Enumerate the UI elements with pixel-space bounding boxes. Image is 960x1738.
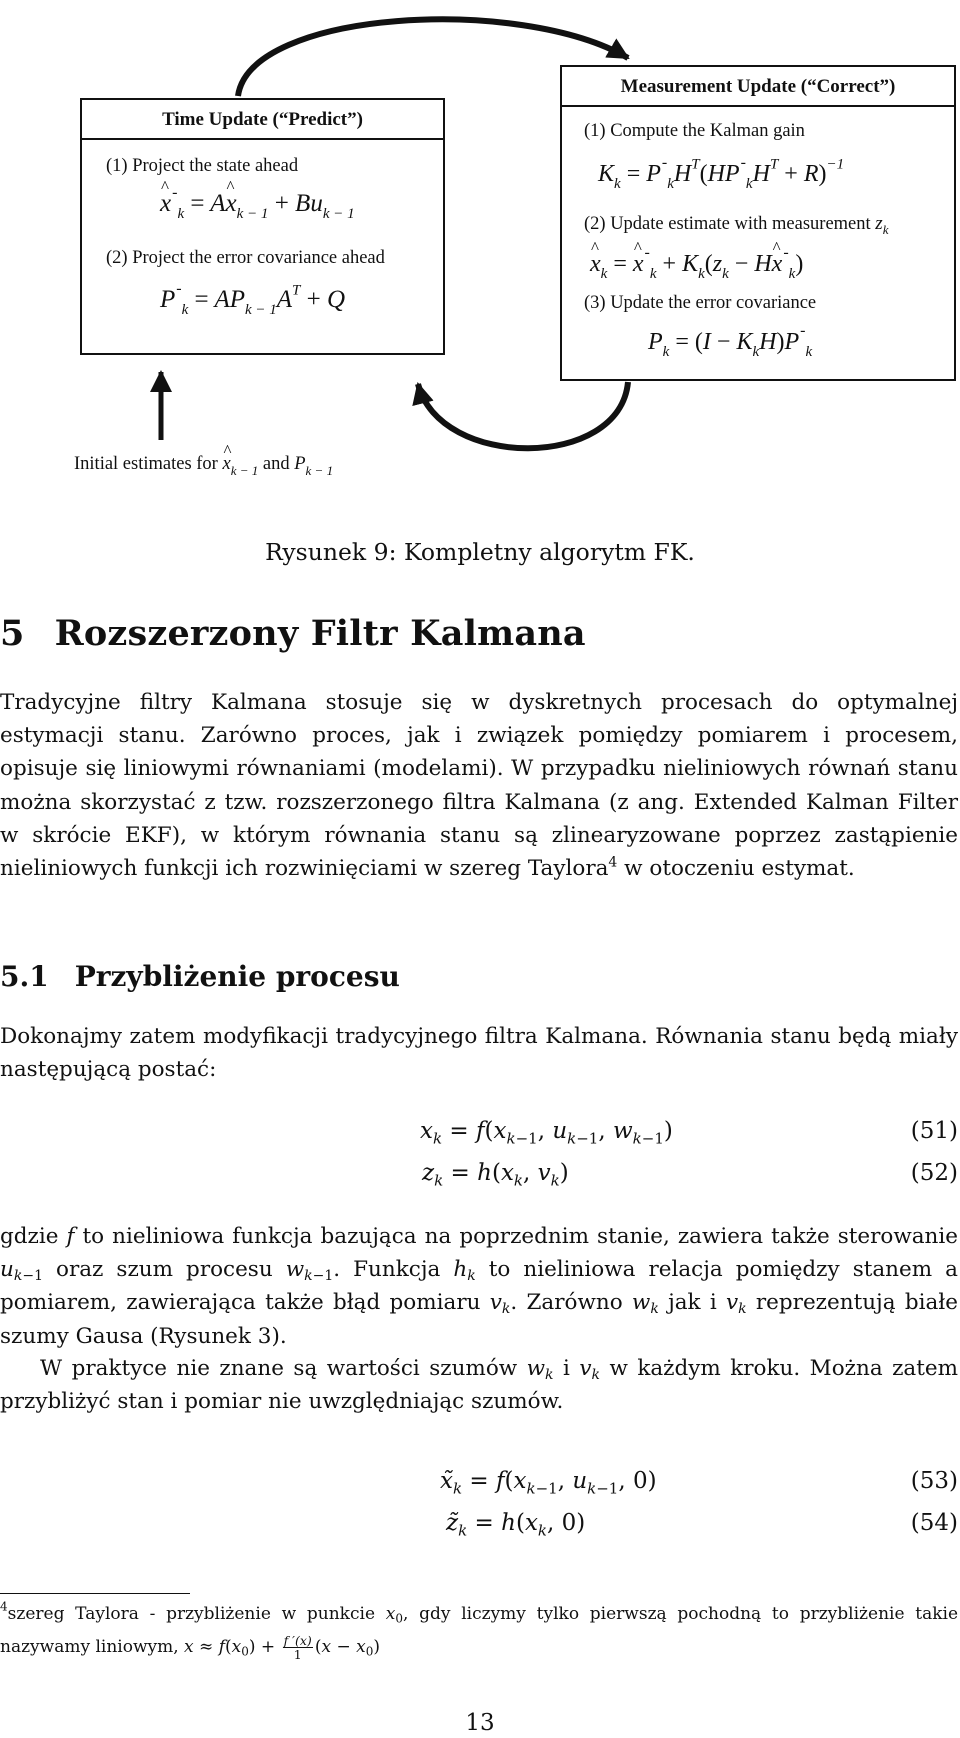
kalman-filter-figure — [0, 0, 960, 490]
subsection-heading — [0, 960, 400, 993]
kalman-gain-equation: $K_k = P^-_kH^T(HP^-_kH^T + R)^{-1}$ — [598, 154, 845, 192]
footnote: $^4$szereg Taylora - przybliżenie w punkcie $x_0$, gdy liczymy tylko pierwszą pochodną to przybliżenie takie nazywamy liniowym, $x \approx f(x_0)$ + $\frac{f '(x)}{1}$ $(x - x_0)$ — [0, 1599, 959, 1662]
section-title: Rozszerzony Filtr Kalmana — [54, 613, 586, 654]
section-number: 5 — [0, 613, 25, 654]
measurement-var-sub: k — [882, 222, 889, 238]
project-state-step: (1) Project the state ahead — [106, 156, 299, 176]
equation-53: $x̃_k = f(x_{k-1}$, $u_{k-1}$, 0) — [440, 1468, 657, 1498]
equation-number-53: (53) — [910, 1468, 958, 1494]
subsection-number: 5.1 — [0, 960, 49, 993]
subsection-title: Przybliżenie procesu — [74, 960, 400, 993]
update-covariance-step: (3) Update the error covariance — [584, 293, 817, 313]
update-estimate-label: (2) Update estimate with measurement — [584, 214, 871, 234]
covariance-update-equation: $P_k = (I - K_kH)P^-_k$ — [648, 322, 813, 360]
correct-to-predict-arrow — [418, 382, 628, 448]
measurement-var-letter: z — [875, 213, 883, 234]
update-estimate-step — [584, 213, 889, 238]
footnote-rule — [0, 1593, 190, 1594]
state-update-equation: ^ $x_k$ = ^ $x^-_k + K_k(z_k$ − H^ $x^-_k$) — [590, 251, 803, 278]
measurement-update-box — [560, 65, 956, 381]
covariance-prediction-equation: $P^-_k = AP_{k - 1}A^T + Q$ — [160, 280, 346, 318]
initial-estimates-label: Initial estimates for ^ $x_{k - 1}$ and $P_{k - 1}$ — [74, 454, 333, 475]
figure-caption: Rysunek 9: Kompletny algorytm FK. — [265, 538, 695, 566]
equation-number-52: (52) — [910, 1160, 958, 1186]
compute-gain-step: (1) Compute the Kalman gain — [584, 121, 805, 141]
initial-estimates-and: and — [262, 454, 290, 474]
initial-estimates-text: Initial estimates for — [74, 454, 218, 474]
state-prediction-equation: ^ $x^-_k$ = A^ $x_{k - 1} + Bu_{k - 1}$ — [160, 190, 355, 218]
equation-52: $z_k = h(x_k$, $v_k$) — [422, 1160, 569, 1190]
noise-approximation-paragraph: W praktyce nie znane są wartości szumów $w_k$ i $v_k$ w każdym kroku. Można zatem przybliżyć stan i pomiar nie uwzględniając szumów. — [0, 1356, 958, 1415]
time-update-title: Time Update (“Predict”) — [82, 100, 443, 140]
measurement-update-title: Measurement Update (“Correct”) — [562, 67, 954, 107]
section-heading — [0, 613, 586, 654]
subsection-intro-paragraph: Dokonajmy zatem modyfikacji tradycyjnego filtra Kalmana. Równania stanu będą miały następującą postać: — [0, 1024, 958, 1083]
equation-51: $x_k = f(x_{k-1}$, $u_{k-1}$, $w_{k-1}$) — [420, 1118, 673, 1148]
page-number: 13 — [465, 1710, 495, 1736]
equation-number-51: (51) — [910, 1118, 958, 1144]
equation-number-54: (54) — [910, 1510, 958, 1536]
section-intro-paragraph: Tradycyjne filtry Kalmana stosuje się w dyskretnych procesach do optymalnej estymacji stanu. Zarówno proces, jak i związek pomiędzy pomiarem i procesem, opisuje się liniowymi równaniami (modelami). W przypadku nieliniowych równań stanu można skorzystać z tzw. rozszerzonego filtra Kalmana (z ang. Extended Kalman Filter w skrócie EKF), w którym równania stanu są zlinearyzowane poprzez zastąpienie nieliniowych funkcji ich rozwinięciami w szereg Taylora$^4$ w otoczeniu estymat. — [0, 690, 958, 882]
equation-54: $z̃_k = h(x_k$, 0) — [446, 1510, 586, 1540]
time-update-box — [80, 98, 445, 355]
nonlinear-function-paragraph: gdzie f to nieliniowa funkcja bazująca na poprzednim stanie, zawiera także sterowanie $u_{k-1}$ oraz szum procesu $w_{k-1}$. Funkcja $h_k$ to nieliniowa relacja pomiędzy stanem a pomiarem, zawierająca także błąd pomiaru $v_k$. Zarówno $w_k$ jak i $v_k$ reprezentują białe szumy Gausa (Rysunek 3). — [0, 1224, 958, 1349]
project-covariance-step: (2) Project the error covariance ahead — [106, 248, 385, 268]
measurement-variable — [875, 213, 889, 238]
